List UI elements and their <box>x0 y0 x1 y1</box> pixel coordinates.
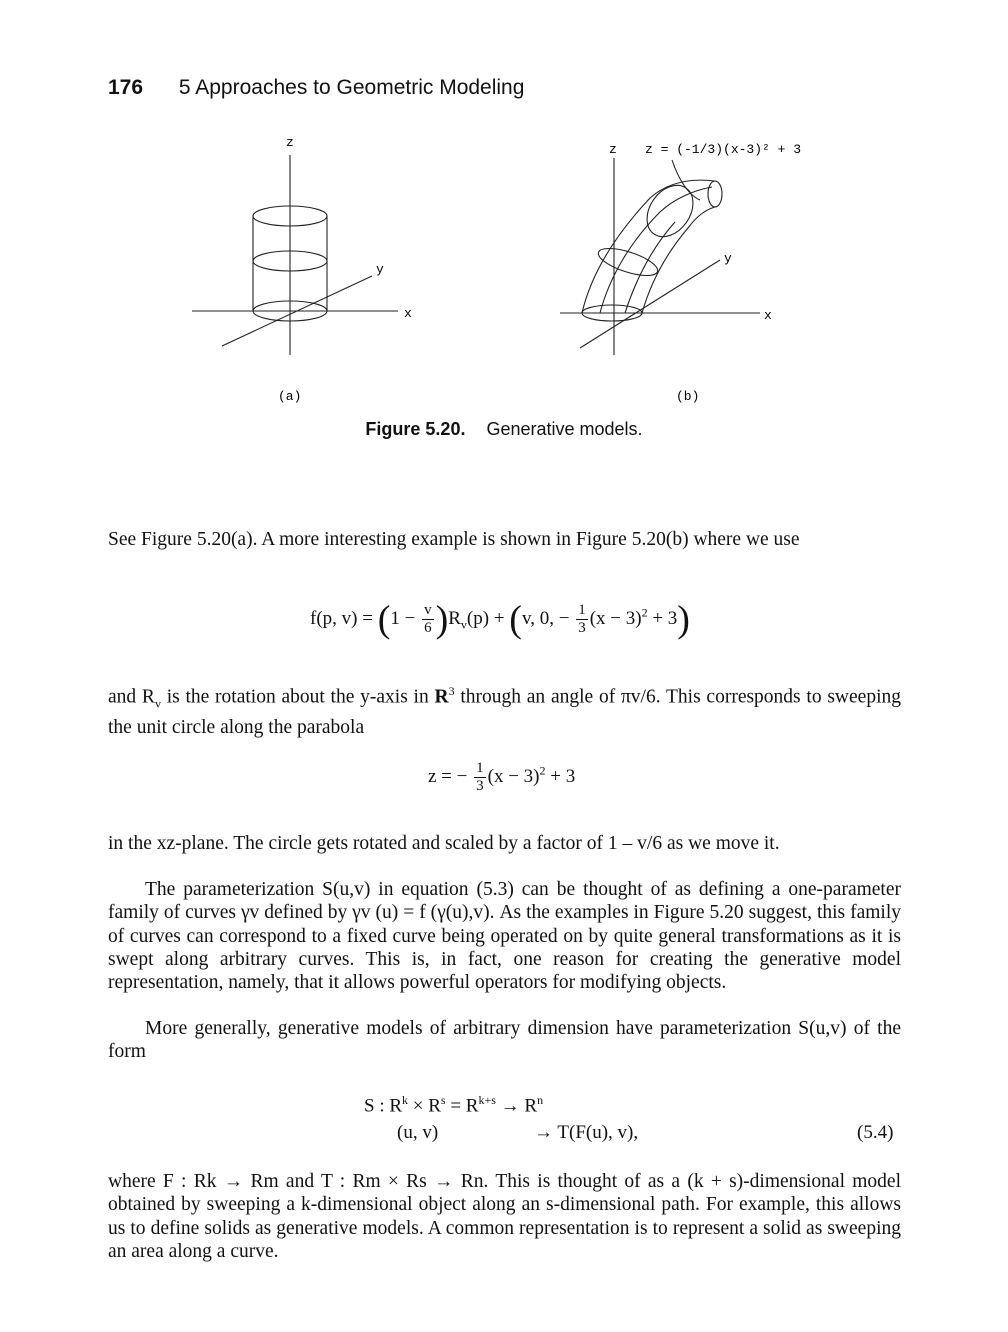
paragraph-3: in the xz-plane. The circle gets rotated and scaled by a factor of 1 – v/6 as we move it. <box>108 833 780 854</box>
paragraph-2: and $R_v$ is the rotation about the y-axis in $R^3$ through an angle of πv/6. This corresponds to sweeping the unit circle along the parabola <box>108 684 901 738</box>
paragraph-4: The parameterization S(u,v) in equation (5.3) can be thought of as defining a one-parameter family of curves γv defined by γv (u) = f (γ(u),v). As the examples in Figure 5.20 suggest, this family of curves can correspond to a fixed curve being operated on by quite general transformations as it is swept along arbitrary curves. This is, in fact, one reason for creating the generative model representation, namely, that it allows powerful operators for modifying objects. <box>108 879 901 994</box>
b-caption: (b) <box>676 389 700 404</box>
paragraph-5: More generally, generative models of arbitrary dimension have parameterization S(u,v) of the form <box>108 1018 901 1063</box>
equation-5-4-line1: S : $R^k \times R^s = R^{k+s} \to R^n$ <box>364 1093 544 1117</box>
figure-drawing <box>0 125 1008 415</box>
b-upper-circle <box>638 177 703 246</box>
b-end-circle <box>708 181 722 207</box>
a-x-label: x <box>404 306 412 321</box>
equation-parabola: z = − $\frac{1}{3}$ $(x - 3)^2 + 3$ <box>428 760 576 794</box>
chapter-title: 5 Approaches to Geometric Modeling <box>178 76 525 99</box>
b-z-label: z <box>609 142 617 157</box>
b-formula-label: z = (-1/3)(x-3)² + 3 <box>645 142 802 157</box>
figure-caption-text: Generative models. <box>486 419 643 439</box>
equation-number: (5.4) <box>857 1122 894 1143</box>
figure-caption <box>0 419 1008 440</box>
b-tube-inner <box>642 207 715 313</box>
equation-f: f(p, v) = (1 − $\frac{v}{6}$ )$R_v(p) + (v$, 0, − $\frac{1}{3}$ $(x - 3)^2 + 3$) <box>310 598 690 641</box>
b-x-label: x <box>764 308 772 323</box>
b-mid-circle <box>595 243 660 281</box>
figure-5-20 <box>0 125 1008 420</box>
page-number: 176 <box>108 76 144 99</box>
a-caption: (a) <box>278 389 302 404</box>
paragraph-6: where F : Rk → Rm and T : Rm × Rs → Rn. This is thought of as a (k + s)-dimensional model obtained by sweeping a k-dimensional object along an s-dimensional path. For example, this allows us to define solids as generative models. A common representation is to represent a solid as sweeping an area along a curve. <box>108 1171 901 1262</box>
figure-label: Figure 5.20. <box>365 419 466 439</box>
paragraph-1: See Figure 5.20(a). A more interesting example is shown in Figure 5.20(b) where we use <box>108 529 800 550</box>
equation-5-4-line2a: (u, v) <box>397 1122 439 1143</box>
b-y-label: y <box>724 251 732 266</box>
b-y-axis <box>580 260 720 348</box>
a-z-label: z <box>286 135 294 150</box>
running-header <box>108 76 524 100</box>
equation-5-4-line2b: → T(F(u), v), <box>534 1122 639 1143</box>
a-y-label: y <box>376 262 384 277</box>
